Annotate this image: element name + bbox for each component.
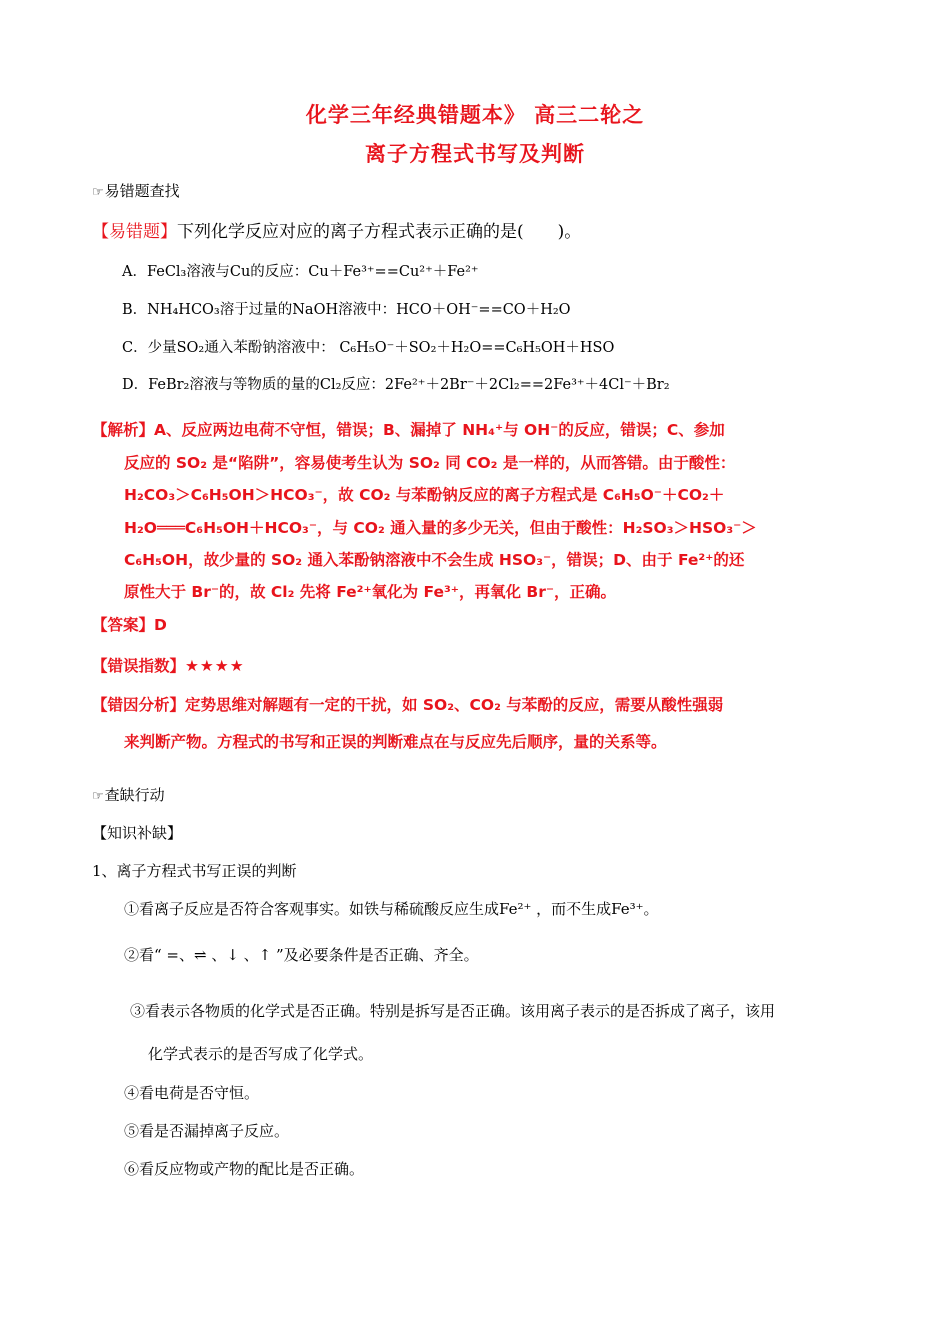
option-d: D．FeBr₂溶液与等物质的量的Cl₂反应：2Fe²⁺＋2Br⁻＋2Cl₂==2Fe³⁺＋4Cl⁻＋Br₂ xyxy=(122,377,670,393)
error-index-label: 【错误指数】 xyxy=(92,657,186,675)
question-tag: 【易错题】 xyxy=(92,222,177,242)
knowledge-point: 化学式表示的是否写成了化学式。 xyxy=(148,1045,374,1063)
error-cause-line: 来判断产物。方程式的书写和正误的判断难点在与反应先后顺序，量的关系等。 xyxy=(124,733,667,751)
knowledge-point: ④看电荷是否守恒。 xyxy=(124,1084,260,1102)
doc-title-line2: 离子方程式书写及判断 xyxy=(365,141,585,166)
question-stem xyxy=(92,217,581,242)
error-index-line xyxy=(92,654,245,676)
analysis-line: C₆H₅OH，故少量的 SO₂ 通入苯酚钠溶液中不会生成 HSO₃⁻，错误；D、由于 Fe²⁺的还 xyxy=(124,551,745,569)
analysis-line: 原性大于 Br⁻的，故 Cl₂ 先将 Fe²⁺氧化为 Fe³⁺，再氧化 Br⁻，正确。 xyxy=(124,583,617,601)
option-b: B．NH₄HCO₃溶于过量的NaOH溶液中：HCO＋OH⁻==CO＋H₂O xyxy=(122,302,571,318)
question-text: 下列化学反应对应的离子方程式表示正确的是( )。 xyxy=(177,222,582,242)
section-label: 易错题查找 xyxy=(104,182,180,200)
knowledge-point: ②看“ =、⇌ 、↓ 、↑ ”及必要条件是否正确、齐全。 xyxy=(124,946,479,964)
hand-pointing-icon: ☞ xyxy=(92,789,104,804)
knowledge-point: ①看离子反应是否符合客观事实。如铁与稀硫酸反应生成Fe²⁺ ，而不生成Fe³⁺。 xyxy=(124,900,659,918)
star-rating-icon: ★★★★ xyxy=(185,657,245,675)
section-label: 查缺行动 xyxy=(104,786,165,804)
knowledge-item-1: 1、离子方程式书写正误的判断 xyxy=(92,862,297,880)
knowledge-point: ③看表示各物质的化学式是否正确。特别是拆写是否正确。该用离子表示的是否拆成了离子，该用 xyxy=(130,1002,776,1020)
analysis-line: 反应的 SO₂ 是“陷阱”，容易使考生认为 SO₂ 同 CO₂ 是一样的，从而答错。由于酸性： xyxy=(124,454,736,472)
knowledge-point: ⑤看是否漏掉离子反应。 xyxy=(124,1122,290,1140)
doc-title-line1: 化学三年经典错题本》 高三二轮之 xyxy=(305,102,645,127)
hand-pointing-icon: ☞ xyxy=(92,185,104,200)
answer-line: 【答案】D xyxy=(92,616,167,634)
option-a: A．FeCl₃溶液与Cu的反应：Cu＋Fe³⁺==Cu²⁺＋Fe²⁺ xyxy=(122,264,479,280)
analysis-line: H₂O═══C₆H₅OH＋HCO₃⁻，与 CO₂ 通入量的多少无关，但由于酸性：H₂SO₃＞HSO₃⁻＞ xyxy=(124,519,757,537)
section-heading-fix xyxy=(92,784,165,805)
section-heading-errors xyxy=(92,180,180,201)
analysis-line: 【解析】A、反应两边电荷不守恒，错误；B、漏掉了 NH₄⁺与 OH⁻的反应，错误；C、参加 xyxy=(92,421,725,439)
error-cause-line: 【错因分析】定势思维对解题有一定的干扰，如 SO₂、CO₂ 与苯酚的反应，需要从酸性强弱 xyxy=(92,696,724,714)
analysis-line: H₂CO₃＞C₆H₅OH＞HCO₃⁻，故 CO₂ 与苯酚钠反应的离子方程式是 C₆H₅O⁻＋CO₂＋ xyxy=(124,486,725,504)
option-c: C．少量SO₂通入苯酚钠溶液中： C₆H₅O⁻＋SO₂＋H₂O==C₆H₅OH＋HSO xyxy=(122,340,615,356)
knowledge-heading: 【知识补缺】 xyxy=(92,824,183,842)
knowledge-point: ⑥看反应物或产物的配比是否正确。 xyxy=(124,1160,365,1178)
